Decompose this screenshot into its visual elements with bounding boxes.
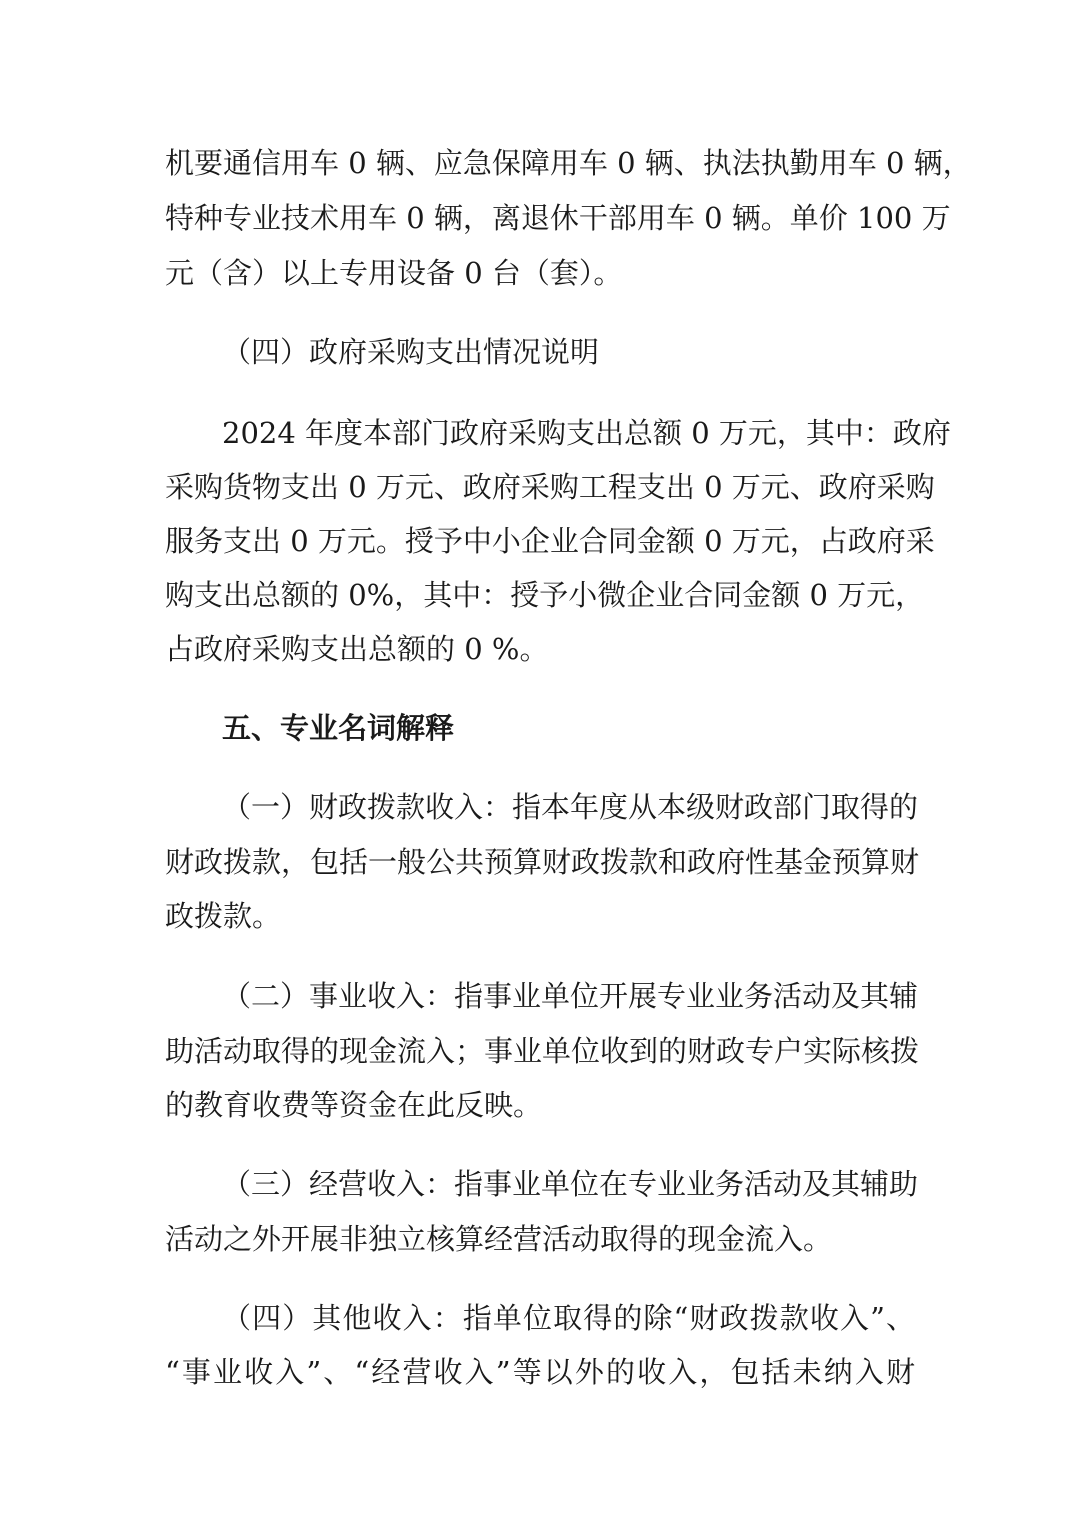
paragraph-term-3-line-2: 活动之外开展非独立核算经营活动取得的现金流入。 bbox=[165, 1222, 833, 1256]
paragraph-term-4-line-1: （四）其他收入：指单位取得的除“财政拨款收入”、 bbox=[222, 1301, 915, 1335]
paragraph-term-2-line-3: 的教育收费等资金在此反映。 bbox=[165, 1088, 543, 1122]
paragraph-vehicles-line-3: 元（含）以上专用设备 0 台（套）。 bbox=[165, 256, 623, 290]
paragraph-procurement-line-2: 采购货物支出 0 万元、政府采购工程支出 0 万元、政府采购 bbox=[165, 470, 935, 504]
paragraph-term-1-line-1: （一）财政拨款收入：指本年度从本级财政部门取得的 bbox=[222, 790, 919, 824]
paragraph-term-1-line-3: 政拨款。 bbox=[165, 899, 282, 933]
paragraph-term-3-line-1: （三）经营收入：指事业单位在专业业务活动及其辅助 bbox=[222, 1167, 919, 1201]
heading-procurement: （四）政府采购支出情况说明 bbox=[222, 335, 600, 369]
paragraph-vehicles-line-2: 特种专业技术用车 0 辆，离退休干部用车 0 辆。单价 100 万 bbox=[165, 201, 951, 235]
paragraph-term-4-line-2: “事业收入”、“经营收入”等以外的收入，包括未纳入财 bbox=[165, 1355, 915, 1389]
paragraph-term-2-line-2: 助活动取得的现金流入；事业单位收到的财政专户实际核拨 bbox=[165, 1034, 920, 1068]
paragraph-procurement-line-3: 服务支出 0 万元。授予中小企业合同金额 0 万元，占政府采 bbox=[165, 524, 935, 558]
paragraph-procurement-line-1: 2024 年度本部门政府采购支出总额 0 万元，其中：政府 bbox=[222, 416, 951, 450]
paragraph-vehicles-line-1: 机要通信用车 0 辆、应急保障用车 0 辆、执法执勤用车 0 辆， bbox=[165, 146, 972, 180]
paragraph-term-2-line-1: （二）事业收入：指事业单位开展专业业务活动及其辅 bbox=[222, 979, 919, 1013]
heading-terms: 五、专业名词解释 bbox=[222, 711, 455, 745]
paragraph-term-1-line-2: 财政拨款，包括一般公共预算财政拨款和政府性基金预算财 bbox=[165, 845, 920, 879]
paragraph-procurement-line-4: 购支出总额的 0%，其中：授予小微企业合同金额 0 万元， bbox=[165, 578, 925, 612]
paragraph-procurement-line-5: 占政府采购支出总额的 0 %。 bbox=[165, 632, 549, 666]
